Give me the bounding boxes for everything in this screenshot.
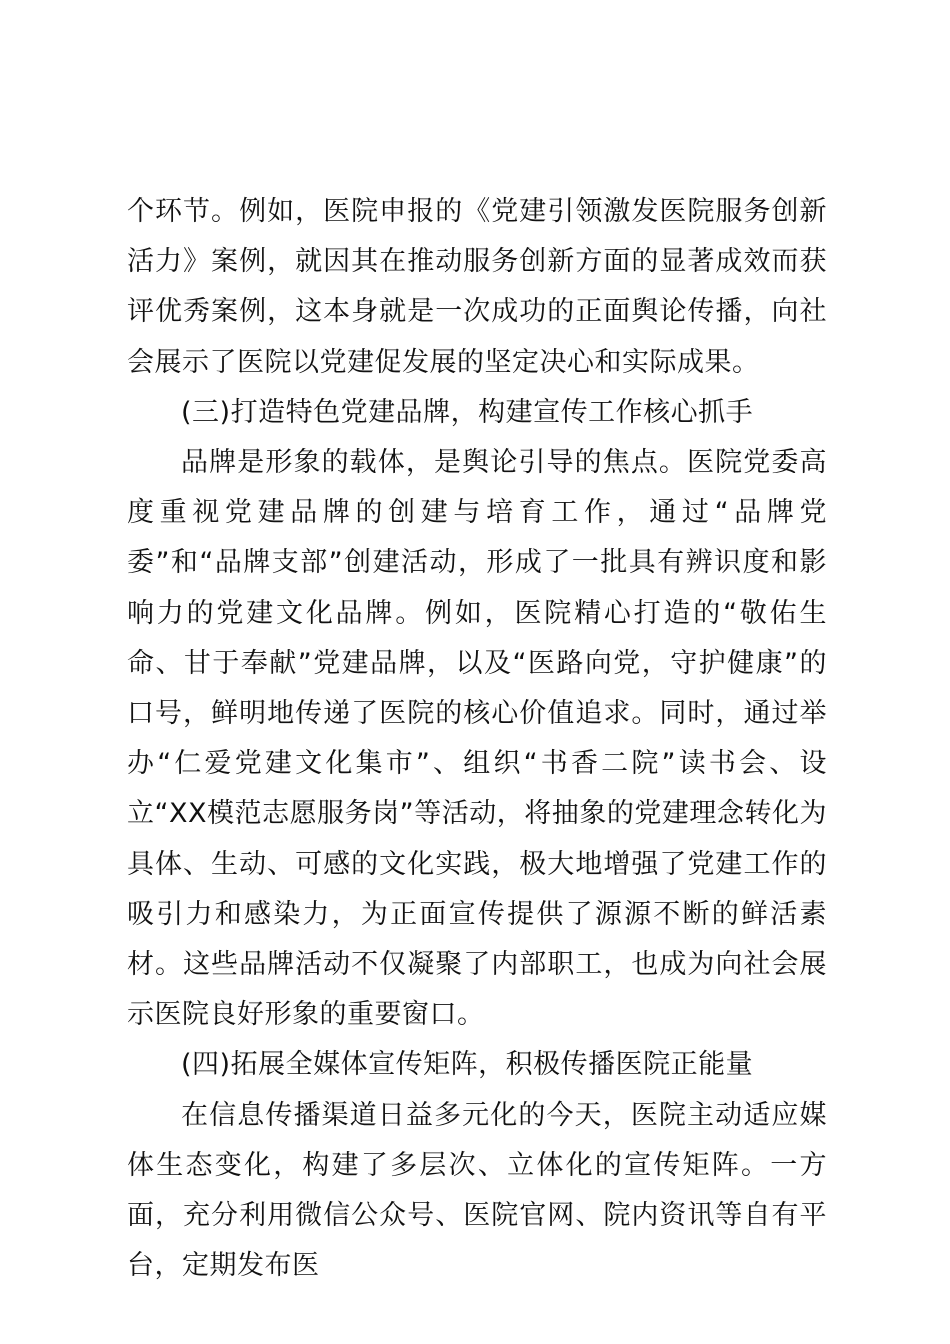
paragraph-media-matrix: 在信息传播渠道日益多元化的今天，医院主动适应媒体生态变化，构建了多层次、立体化的宣传矩阵。一方面，充分利用微信公众号、医院官网、院内资讯等自有平台，定期发布医 xyxy=(127,1099,827,1282)
section-heading-three: (三)打造特色党建品牌，构建宣传工作核心抓手 xyxy=(181,396,754,428)
paragraph-party-brand: 品牌是形象的载体，是舆论引导的焦点。医院党委高度重视党建品牌的创建与培育工作，通过“品牌党委”和“品牌支部”创建活动，形成了一批具有辨识度和影响力的党建文化品牌。例如，医院精心打造的“敬佑生命、甘于奉献”党建品牌，以及“医路向党，守护健康”的口号，鲜明地传递了医院的核心价值追求。同时，通过举办“仁爱党建文化集市”、组织“书香二院”读书会、设立“XX模范志愿服务岗”等活动，将抽象的党建理念转化为具体、生动、可感的文化实践，极大地增强了党建工作的吸引力和感染力，为正面宣传提供了源源不断的鲜活素材。这些品牌活动不仅凝聚了内部职工，也成为向社会展示医院良好形象的重要窗口。 xyxy=(127,447,827,1031)
paragraph-continuation: 个环节。例如，医院申报的《党建引领激发医院服务创新活力》案例，就因其在推动服务创新方面的显著成效而获评优秀案例，这本身就是一次成功的正面舆论传播，向社会展示了医院以党建促发展的坚定决心和实际成果。 xyxy=(127,196,827,378)
document-body xyxy=(127,187,827,1291)
section-heading-four: (四)拓展全媒体宣传矩阵，积极传播医院正能量 xyxy=(181,1049,754,1081)
